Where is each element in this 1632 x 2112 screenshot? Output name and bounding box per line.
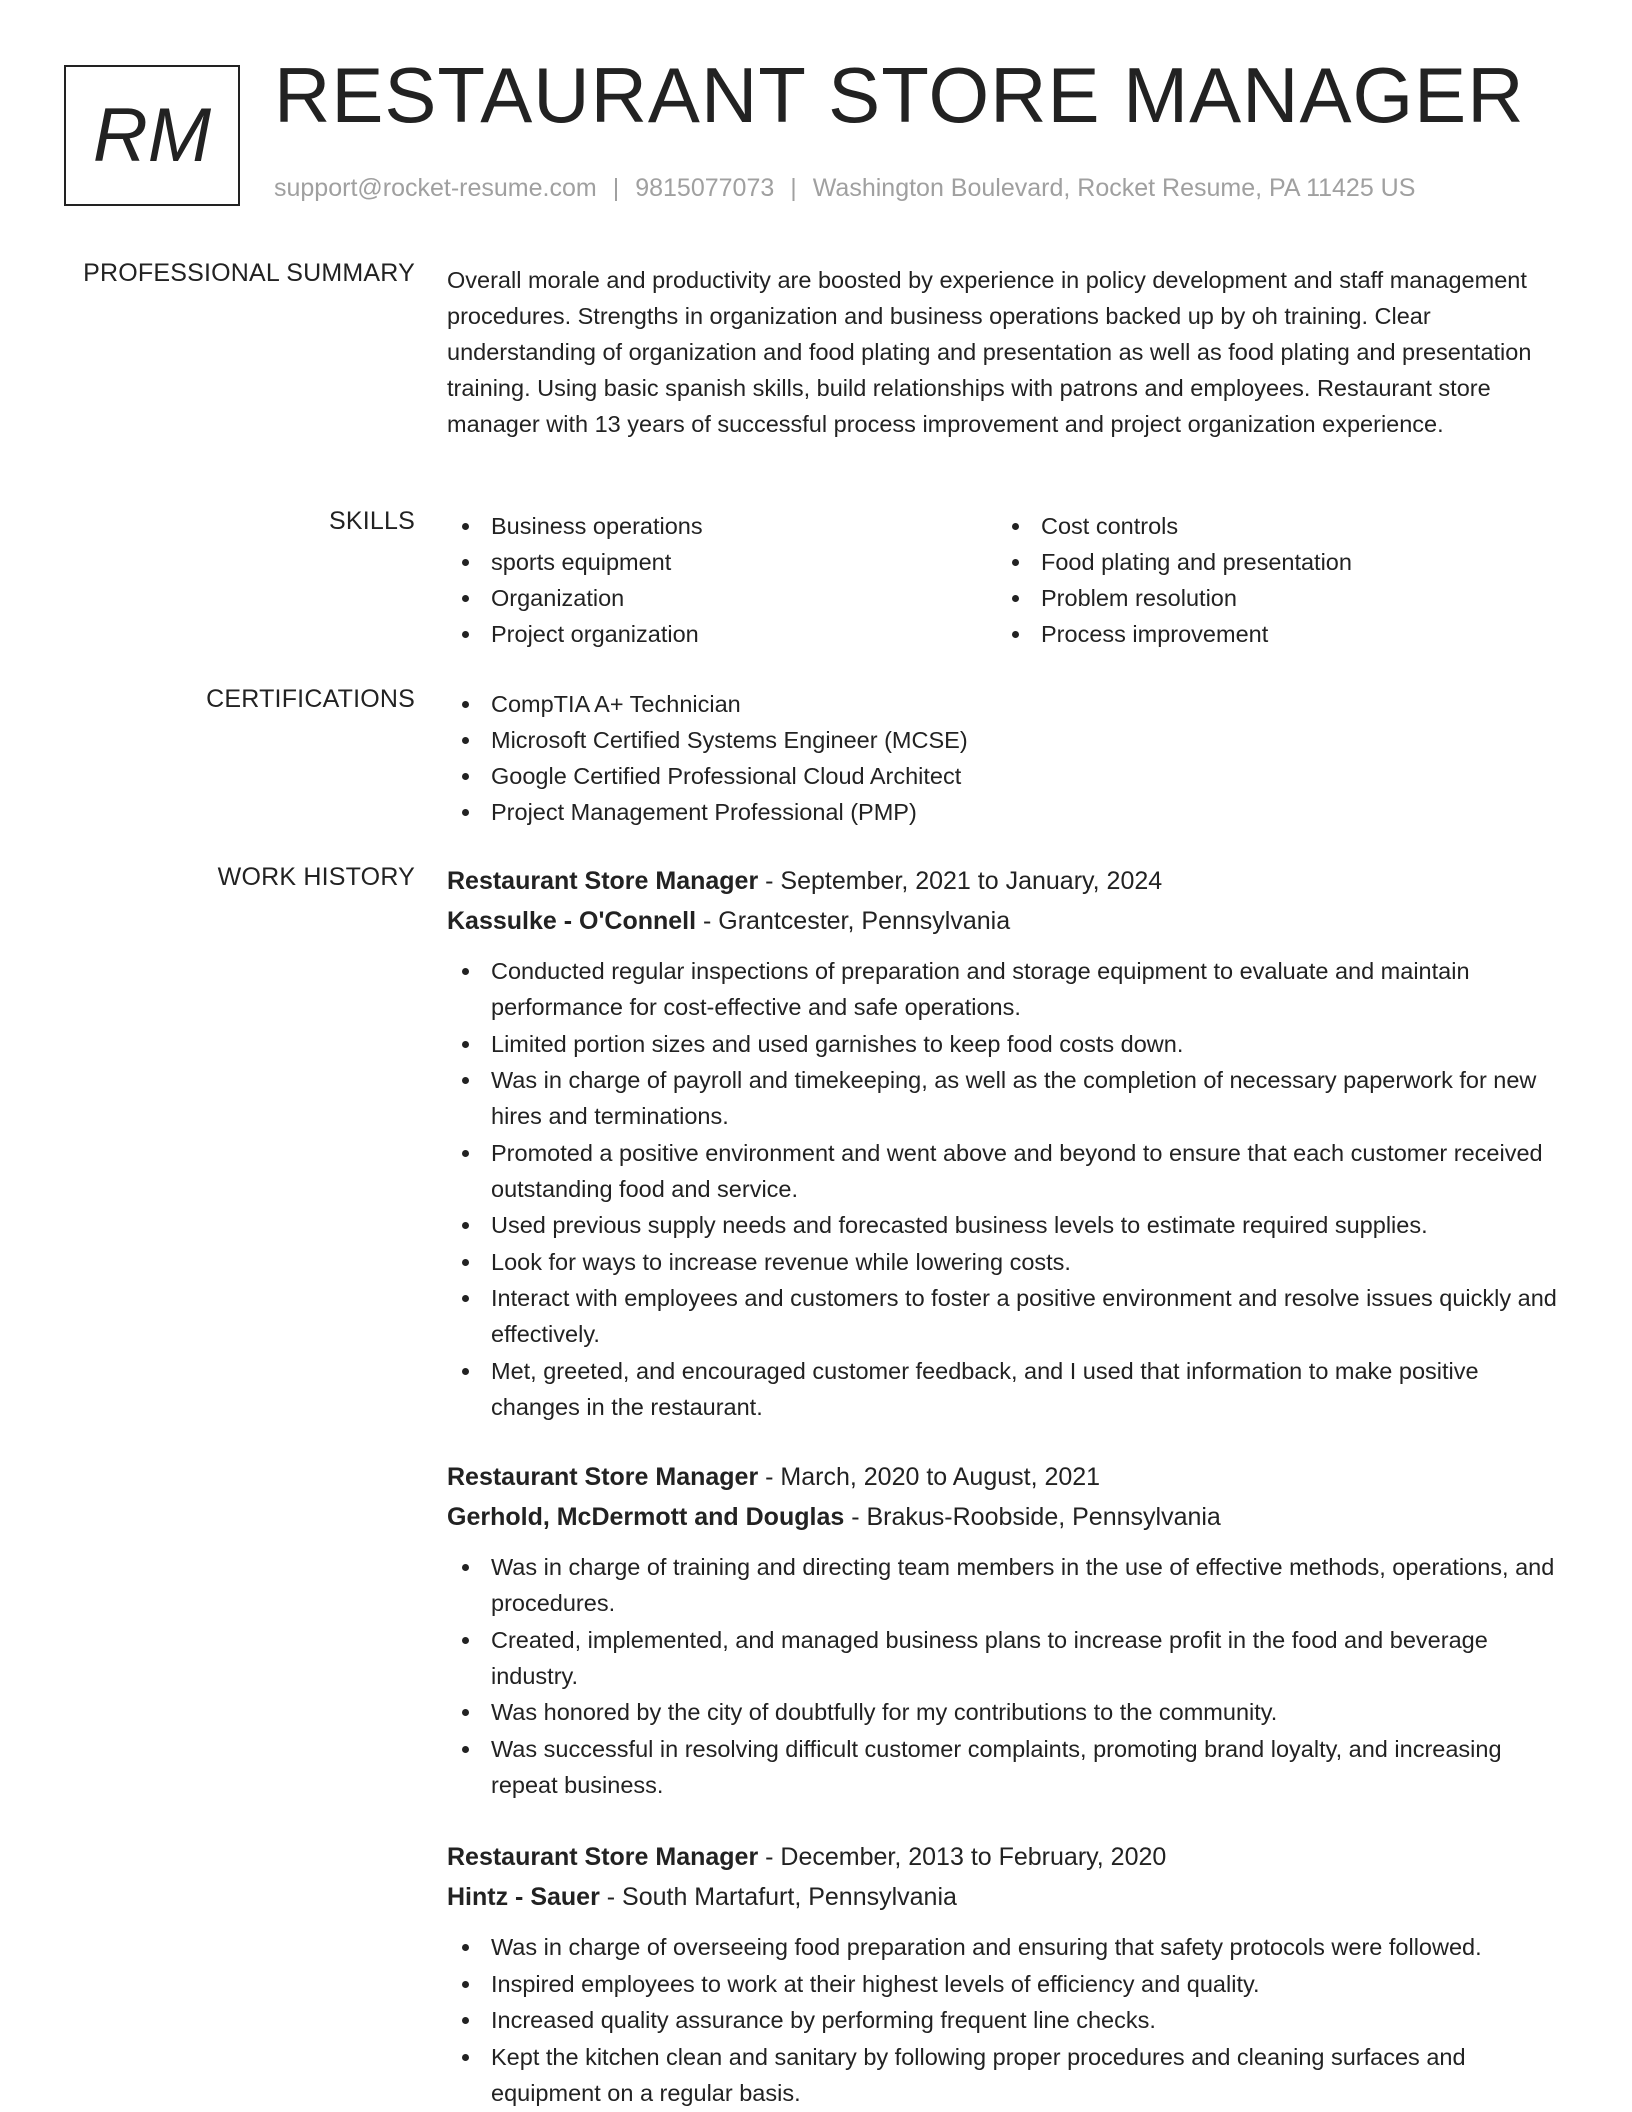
job-title-line — [447, 1837, 1562, 1877]
certifications-list — [447, 686, 1562, 830]
job-bullet: Look for ways to increase revenue while lowering costs. — [447, 1244, 1562, 1280]
job-bullet: Created, implemented, and managed business plans to increase profit in the food and beverage industry. — [447, 1622, 1562, 1694]
job-location: - South Martafurt, Pennsylvania — [599, 1883, 957, 1911]
job-dates: - March, 2020 to August, 2021 — [758, 1463, 1101, 1491]
skills-body — [447, 508, 1562, 652]
job-location: - Brakus-Roobside, Pennsylvania — [844, 1503, 1221, 1531]
job-location: - Grantcester, Pennsylvania — [696, 907, 1011, 935]
job-bullet: Inspired employees to work at their highest levels of efficiency and quality. — [447, 1966, 1562, 2002]
job-bullet: Limited portion sizes and used garnishes to keep food costs down. — [447, 1026, 1562, 1062]
job-entry — [447, 861, 1562, 1425]
job-bullet: Increased quality assurance by performing frequent line checks. — [447, 2002, 1562, 2038]
certification-item: Microsoft Certified Systems Engineer (MCSE) — [447, 722, 1562, 758]
contact-separator: | — [790, 174, 797, 202]
resume-title: RESTAURANT STORE MANAGER — [274, 51, 1525, 139]
certification-item: CompTIA A+ Technician — [447, 686, 1562, 722]
skill-item: Problem resolution — [997, 580, 1547, 616]
skills-list-right — [997, 508, 1547, 652]
job-bullet: Kept the kitchen clean and sanitary by following proper procedures and cleaning surfaces and equipment on a regular basis. — [447, 2039, 1562, 2111]
job-company: Gerhold, McDermott and Douglas — [447, 1503, 845, 1531]
section-heading: SKILLS — [329, 507, 415, 535]
contact-email[interactable]: support@rocket-resume.com — [274, 174, 597, 202]
certifications-body — [447, 686, 1562, 830]
section-heading: WORK HISTORY — [217, 863, 415, 891]
job-company: Kassulke - O'Connell — [447, 907, 697, 935]
job-bullet: Conducted regular inspections of preparation and storage equipment to evaluate and maintain performance for cost-effective and safe operations. — [447, 953, 1562, 1025]
job-dates: - December, 2013 to February, 2020 — [758, 1843, 1167, 1871]
skill-item: Project organization — [447, 616, 997, 652]
job-bullet: Used previous supply needs and forecasted business levels to estimate required supplies. — [447, 1207, 1562, 1243]
job-title-line — [447, 861, 1562, 901]
summary-text: Overall morale and productivity are boosted by experience in policy development and staff management procedures. Strengths in organization and business operations backed up by oh training. Clear understanding of organization and food plating and presentation as well as food plating and presentation training. Using basic spanish skills, build relationships with patrons and employees. Restaurant store manager with 13 years of successful process improvement and project organization experience. — [447, 267, 1532, 437]
contact-address: Washington Boulevard, Rocket Resume, PA 11425 US — [812, 174, 1416, 202]
job-company: Hintz - Sauer — [447, 1883, 600, 1911]
job-bullet: Was in charge of overseeing food preparation and ensuring that safety protocols were followed. — [447, 1929, 1562, 1965]
job-bullet: Interact with employees and customers to foster a positive environment and resolve issues quickly and effectively. — [447, 1280, 1562, 1352]
job-title: Restaurant Store Manager — [447, 1843, 759, 1871]
skill-item: Process improvement — [997, 616, 1547, 652]
job-bullets — [447, 953, 1562, 1425]
skill-item: Organization — [447, 580, 997, 616]
job-bullets — [447, 1929, 1562, 2111]
job-title: Restaurant Store Manager — [447, 1463, 759, 1491]
skill-item: Business operations — [447, 508, 997, 544]
contact-line — [274, 174, 1415, 203]
skill-item: Cost controls — [997, 508, 1547, 544]
monogram: RM — [64, 65, 240, 206]
summary-body — [447, 262, 1562, 442]
job-entry — [447, 1837, 1562, 2111]
job-bullet: Promoted a positive environment and went above and beyond to ensure that each customer received outstanding food and service. — [447, 1135, 1562, 1207]
job-bullet: Was successful in resolving difficult customer complaints, promoting brand loyalty, and increasing repeat business. — [447, 1731, 1562, 1803]
section-heading: PROFESSIONAL SUMMARY — [83, 259, 415, 287]
skill-item: sports equipment — [447, 544, 997, 580]
job-bullet: Was in charge of payroll and timekeeping, as well as the completion of necessary paperwork for new hires and terminations. — [447, 1062, 1562, 1134]
certification-item: Project Management Professional (PMP) — [447, 794, 1562, 830]
section-heading: CERTIFICATIONS — [206, 685, 415, 713]
job-company-line — [447, 1877, 1562, 1917]
job-dates: - September, 2021 to January, 2024 — [758, 867, 1163, 895]
job-title: Restaurant Store Manager — [447, 867, 759, 895]
skills-list-left — [447, 508, 997, 652]
job-title-line — [447, 1457, 1562, 1497]
certification-item: Google Certified Professional Cloud Architect — [447, 758, 1562, 794]
skill-item: Food plating and presentation — [997, 544, 1547, 580]
contact-phone: 9815077073 — [635, 174, 775, 202]
job-bullet: Was in charge of training and directing team members in the use of effective methods, operations, and procedures. — [447, 1549, 1562, 1621]
job-bullets — [447, 1549, 1562, 1803]
job-bullet: Met, greeted, and encouraged customer feedback, and I used that information to make positive changes in the restaurant. — [447, 1353, 1562, 1425]
job-company-line — [447, 901, 1562, 941]
contact-separator: | — [612, 174, 620, 202]
job-entry — [447, 1457, 1562, 1803]
job-company-line — [447, 1497, 1562, 1537]
job-bullet: Was honored by the city of doubtfully for my contributions to the community. — [447, 1694, 1562, 1730]
